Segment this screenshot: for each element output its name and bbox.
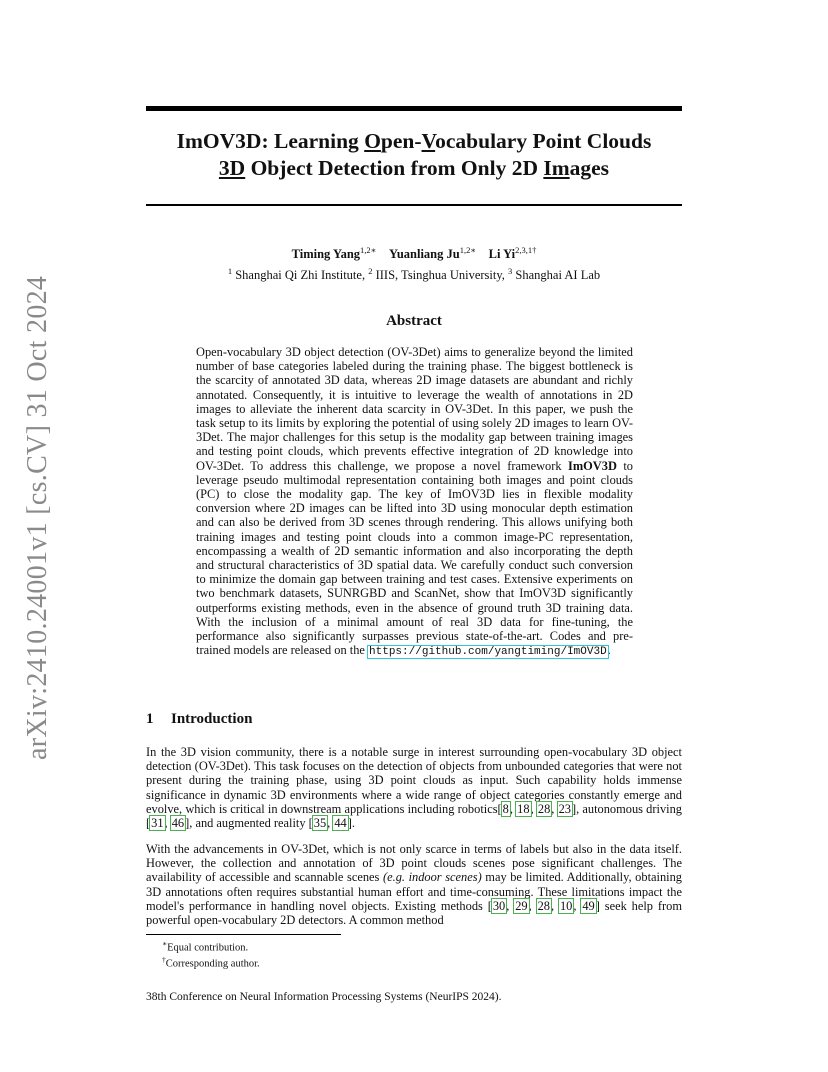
intro-paragraph-2: With the advancements in OV-3Det, which is not only scarce in terms of labels but also in the data itself. However, the collection and annotation of 3D point clouds scenes pose significant challenges. The availability of accessible and scannable scenes (e.g. indoor scenes) may be limited. Additionally, obtaining 3D annotations often requires substantial human effort and time-consuming. These limitations impact the model's performance in handling novel objects. Existing methods [30, 29, 28, 10, 49] seek help from powerful open-vocabulary 2D detectors. A common method — [146, 842, 682, 928]
citation-link[interactable]: 28 — [537, 801, 551, 816]
citation-link[interactable]: 46 — [171, 816, 185, 831]
intro-paragraph-1: In the 3D vision community, there is a notable surge in interest surrounding open-vocabulary 3D object detection (OV-3Det). This task focuses on the detection of objects from unbounded categories that were not present during the training phase, using 3D point clouds as input. Such capability holds immense significance in dynamic 3D environments where a wide range of object categories constantly emerge and evolve, which is critical in downstream applications including robotics[8, 18, 28, 23], autonomous driving [31, 46], and augmented reality [35, 44]. — [146, 745, 682, 831]
author-names: Timing Yang$^{1,2∗}$ Yuanliang $Ju^{1,2∗}$ Li $Yi^{2,3,1\dagger}$ — [291, 245, 537, 262]
citation-link[interactable]: 44 — [334, 816, 347, 831]
github-link[interactable]: https://github.com/yangtiming/ImOV3D — [369, 646, 607, 659]
citation-link[interactable]: 10 — [559, 898, 573, 913]
citation-link[interactable]: 31 — [151, 816, 164, 831]
citation-link[interactable]: 23 — [558, 801, 571, 816]
citation-link[interactable]: 18 — [517, 801, 530, 816]
citation-link[interactable]: 35 — [313, 816, 327, 831]
citation-link[interactable]: 30 — [492, 898, 506, 913]
author-block — [146, 242, 682, 284]
abstract-body: Open-vocabulary 3D object detection (OV-3Det) aims to generalize beyond the limited number of base categories labeled during the training phase. The biggest bottleneck is the scarcity of annotated 3D data, whereas 2D image datasets are abundant and richly annotated. Consequently, it is intuitive to leverage the wealth of annotations in 2D images to alleviate the inherent data scarcity in OV-3Det. In this paper, we push the task setup to its limits by exploring the potential of using solely 2D images to learn OV-3Det. The major challenges for this setup is the modality gap between training images and testing point clouds, which prevents effective integration of 2D knowledge into OV-3Det. To address this challenge, we propose a novel framework ImOV3D to leverage pseudo multimodal representation containing both images and point clouds (PC) to close the modality gap. The key of ImOV3D lies in flexible modality conversion where 2D images can be lifted into 3D using monocular depth estimation and can also be derived from 3D scenes through rendering. This allows unifying both training images and testing point clouds into a common image-PC representation, encompassing a wealth of 2D semantic information and also incorporating the depth and structural characteristics of 3D spatial data. We carefully conduct such conversion to minimize the domain gap between training and test cases. Extensive experiments on two benchmark datasets, SUNRGBD and ScanNet, show that ImOV3D significantly outperforms existing methods, even in the absence of ground truth 3D training data. With the inclusion of a minimal amount of real 3D data for fine-tuning, the performance also significantly surpasses previous state-of-the-art. Codes and pre-trained models are released on the https://github.com/yangtiming/ImOV3D. — [196, 345, 633, 659]
author-2: Yuanliang Ju — [388, 247, 460, 262]
citation-link[interactable]: 8 — [502, 801, 509, 816]
title-bottom-rule — [146, 204, 682, 206]
author-3: Li Yi — [488, 247, 516, 262]
citation-link[interactable]: 28 — [537, 898, 550, 913]
title-top-rule — [146, 106, 682, 111]
arxiv-sidebar-id: arXiv:2410.24001v1 [cs.CV] 31 Oct 2024 — [22, 275, 53, 760]
footnote-equal-contribution: ∗Equal contribution. — [162, 939, 249, 954]
author-1: Timing Yang — [291, 247, 361, 262]
paper-title — [146, 128, 682, 182]
title-line-1: ImOV3D: Learning Open-Vocabulary Point Clouds — [176, 129, 652, 153]
conference-footer: 38th Conference on Neural Information Processing Systems (NeurIPS 2024). — [146, 991, 502, 1003]
section-heading-introduction: 1 Introduction — [146, 711, 253, 727]
title-line-2: 3D Object Detection from Only 2D Images — [218, 156, 610, 180]
footnote-rule — [146, 934, 341, 935]
abstract-heading: Abstract — [386, 313, 442, 329]
footnote-corresponding-author: †Corresponding author. — [162, 955, 260, 970]
affiliations: $^1$ Shanghai Qi Zhi Institute, $^2$ IIIS, Tsinghua University, $^3$ Shanghai AI Lab — [227, 266, 601, 283]
citation-link[interactable]: 49 — [582, 898, 595, 913]
citation-link[interactable]: 29 — [515, 898, 528, 913]
